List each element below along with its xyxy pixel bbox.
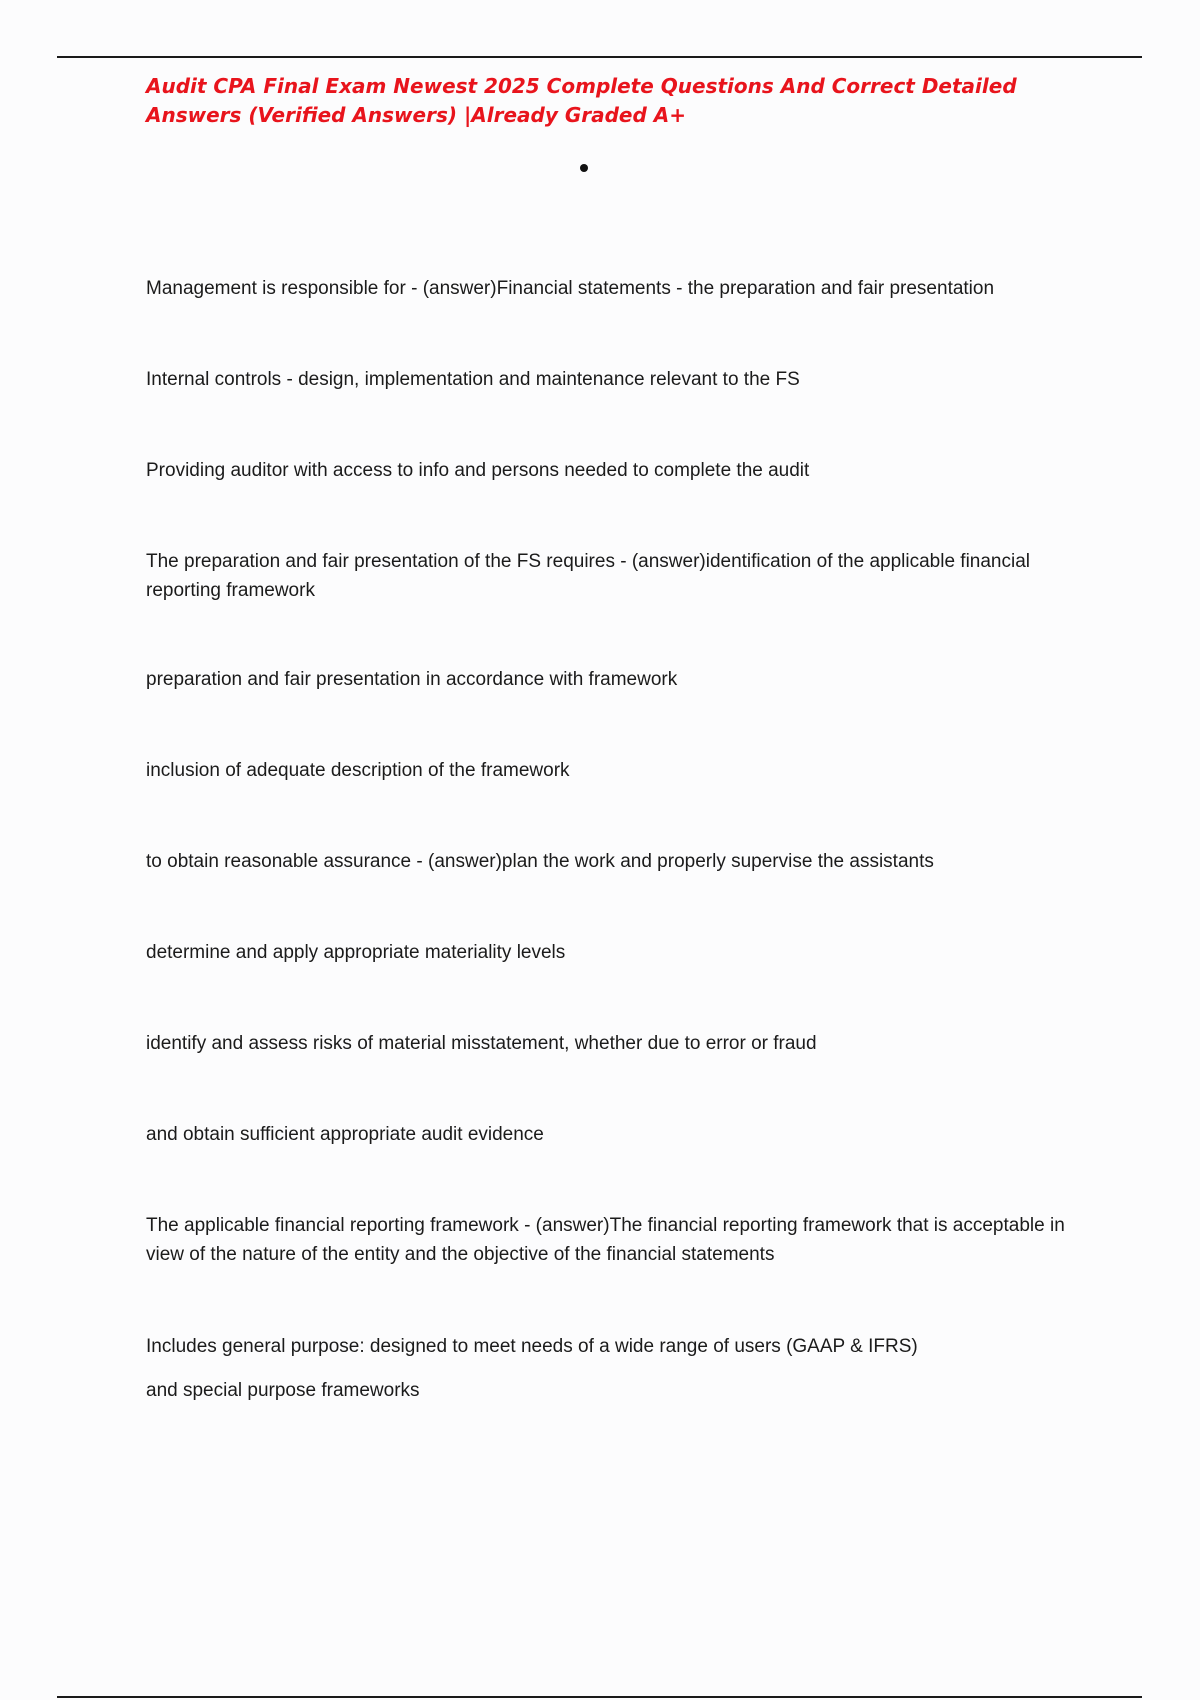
paragraph: to obtain reasonable assurance - (answer)plan the work and properly supervise the assistants — [146, 851, 934, 872]
paragraph: preparation and fair presentation in accordance with framework — [146, 669, 678, 690]
paragraph: identify and assess risks of material misstatement, whether due to error or fraud — [146, 1033, 817, 1054]
paragraph: Management is responsible for - (answer)Financial statements - the preparation and fair presentation — [146, 278, 995, 299]
paragraph: determine and apply appropriate materiality levels — [146, 942, 566, 963]
paragraph: The preparation and fair presentation of the FS requires - (answer)identification of the applicable financial reporting framework — [146, 551, 1031, 601]
paragraph: Includes general purpose: designed to meet needs of a wide range of users (GAAP & IFRS) — [146, 1336, 918, 1357]
paragraph: The applicable financial reporting framework - (answer)The financial reporting framework that is acceptable in view of the nature of the entity and the objective of the financial statements — [146, 1215, 1065, 1265]
top-rule — [57, 56, 1142, 58]
bottom-rule — [57, 1696, 1142, 1698]
paragraph: Internal controls - design, implementation and maintenance relevant to the FS — [146, 369, 800, 390]
bullet-marker — [580, 164, 588, 172]
document-title: Audit CPA Final Exam Newest 2025 Complete Questions And Correct Detailed Answers (Verified Answers) |Already Graded A+ — [146, 74, 1017, 127]
paragraph: Providing auditor with access to info and persons needed to complete the audit — [146, 460, 810, 481]
paragraph: and obtain sufficient appropriate audit evidence — [146, 1124, 544, 1145]
paragraph: inclusion of adequate description of the framework — [146, 760, 570, 781]
paragraph: and special purpose frameworks — [146, 1380, 420, 1401]
